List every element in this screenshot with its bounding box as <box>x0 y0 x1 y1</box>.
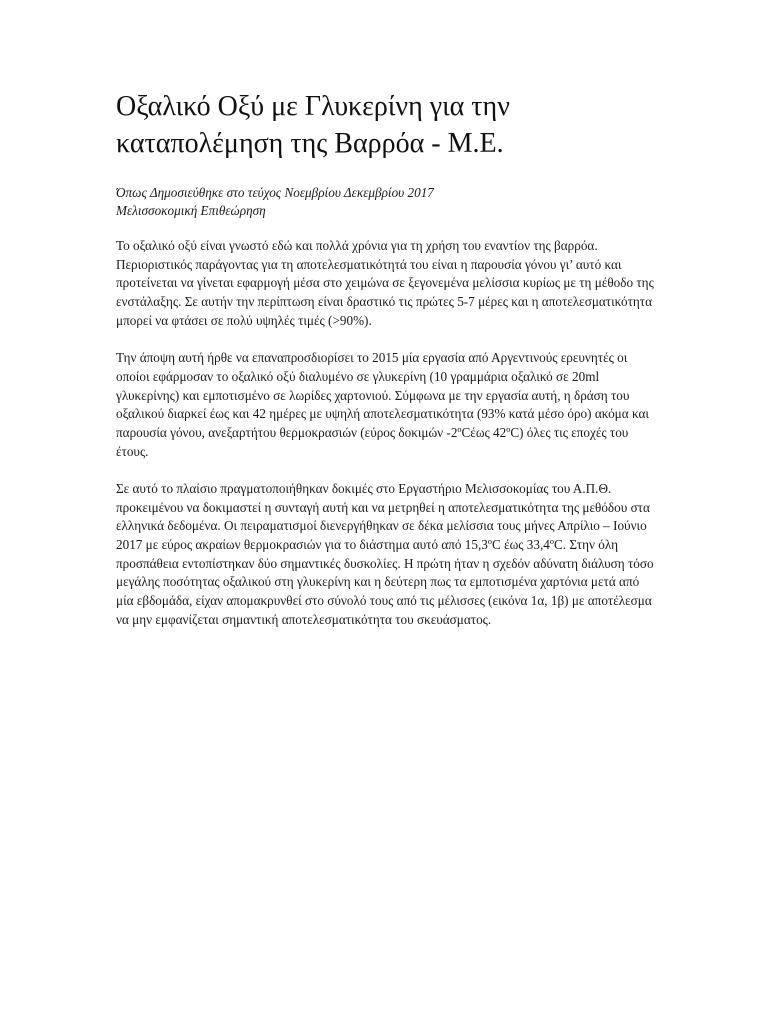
publication-name: Μελισσοκομική Επιθεώρηση <box>116 203 266 218</box>
paragraph-3: Σε αυτό το πλαίσιο πραγματοποιήθηκαν δοκιμές στο Εργαστήριο Μελισσοκομίας του Α.Π.Θ. προκειμένου να δοκιμαστεί η συνταγή αυτή και να μετρηθεί η αποτελεσματικότητα της μεθόδου στα ελληνικά δεδομένα. Οι πειραματισμοί διενεργήθηκαν σε δέκα μελίσσια τους μήνες Απρίλιο – Ιούνιο 2017 με εύρος ακραίων θερμοκρασιών για το διάστημα αυτό από 15,3ºC έως 33,4ºC. Στην όλη προσπάθεια εντοπίστηκαν δύο σημαντικές δυσκολίες. Η πρώτη ήταν η σχεδόν αδύνατη διάλυση τόσο μεγάλης ποσότητας οξαλικού στη γλυκερίνη και η δεύτερη πως τα εμποτισμένα χαρτόνια μετά από μία εβδομάδα, είχαν απομακρυνθεί στο σύνολό τους από τις μέλισσες (εικόνα 1α, 1β) με αποτέλεσμα να μην εμφανίζεται σημαντική αποτελεσματικότητα του σκευάσματος. <box>116 480 654 627</box>
article-meta <box>116 184 656 220</box>
paragraph-2: Την άποψη αυτή ήρθε να επαναπροσδιορίσει το 2015 μία εργασία από Αργεντινούς ερευνητές οι οποίοι εφάρμοσαν το οξαλικό οξύ διαλυμένο σε γλυκερίνη (10 γραμμάρια οξαλικό σε 20ml γλυκερίνης) και εμποτισμένο σε λωρίδες χαρτονιού. Σύμφωνα με την εργασία αυτή, η δράση του οξαλικού διαρκεί έως και 42 ημέρες με υψηλή αποτελεσματικότητα (93% κατά μέσο όρο) ακόμα και παρουσία γόνου, ανεξαρτήτου θερμοκρασιών (εύρος δοκιμών -2ºCέως 42ºC) όλες τις εποχές του έτους. <box>116 350 649 459</box>
document-page <box>116 88 656 648</box>
published-note: Όπως Δημοσιεύθηκε στο τεύχος Νοεμβρίου Δεκεμβρίου 2017 <box>116 185 434 200</box>
article-title: Οξαλικό Οξύ με Γλυκερίνη για την καταπολέμηση της Βαρρόα - Μ.Ε. <box>116 91 510 159</box>
paragraph-1: Το οξαλικό οξύ είναι γνωστό εδώ και πολλά χρόνια για τη χρήση του εναντίον της βαρρόα. Περιοριστικός παράγοντας για τη αποτελεσματικότητά του είναι η παρουσία γόνου γι’ αυτό και προτείνεται να γίνεται εφαρμογή μέσα στο χειμώνα σε ξεγονεμένα μελίσσια κυρίως με τη μέθοδο της ενστάλαξης. Σε αυτήν την περίπτωση είναι δραστικό τις πρώτες 5-7 μέρες και η αποτελεσματικότητα μπορεί να φτάσει σε πολύ υψηλές τιμές (>90%). <box>116 238 654 328</box>
